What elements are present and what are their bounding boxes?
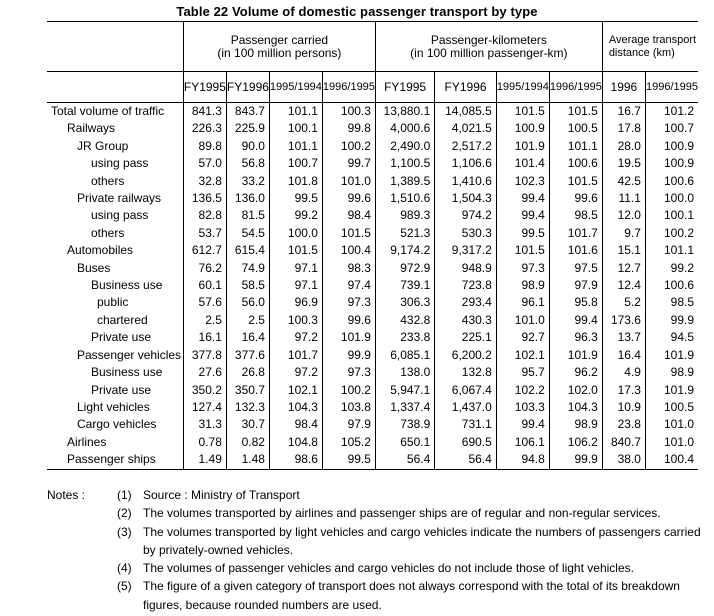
subhead: 1996/1995 xyxy=(322,72,375,103)
cell-value: 101.5 xyxy=(549,173,602,190)
table-row xyxy=(47,434,698,451)
row-label: using pass xyxy=(91,208,149,223)
cell-value: 1,337.4 xyxy=(375,399,434,416)
cell-value: 132.8 xyxy=(435,364,497,381)
cell-value: 99.4 xyxy=(496,207,549,224)
cell-value: 99.2 xyxy=(269,207,322,224)
table-row xyxy=(47,329,698,346)
table-row xyxy=(47,312,698,329)
cell-value: 104.3 xyxy=(549,399,602,416)
cell-value: 100.6 xyxy=(549,155,602,172)
note-text: The volumes transported by airlines and passenger ships are of regular and non-regular services. xyxy=(143,506,661,521)
cell-value: 99.9 xyxy=(322,347,375,364)
cell-value: 5,947.1 xyxy=(375,382,434,399)
corner-cell-2 xyxy=(47,72,183,103)
cell-value: 4,000.6 xyxy=(375,120,434,137)
cell-value: 54.5 xyxy=(226,225,269,242)
cell-value: 89.8 xyxy=(183,138,226,155)
corner-cell xyxy=(47,22,183,72)
cell-value: 350.2 xyxy=(183,382,226,399)
cell-value: 136.0 xyxy=(226,190,269,207)
cell-value: 16.7 xyxy=(602,103,645,121)
cell-value: 17.3 xyxy=(602,382,645,399)
cell-value: 100.6 xyxy=(645,277,698,294)
row-label: Cargo vehicles xyxy=(77,417,157,432)
cell-value: 99.7 xyxy=(322,155,375,172)
note-number: (1) xyxy=(117,488,132,502)
cell-value: 100.9 xyxy=(496,120,549,137)
cell-value: 100.2 xyxy=(322,138,375,155)
cell-value: 106.2 xyxy=(549,434,602,451)
cell-value: 81.5 xyxy=(226,207,269,224)
note-text: Source : Ministry of Transport xyxy=(143,488,300,502)
subhead: 1995/1994 xyxy=(496,72,549,103)
cell-value: 101.5 xyxy=(322,225,375,242)
cell-value: 101.0 xyxy=(645,434,698,451)
cell-value: 56.4 xyxy=(435,451,497,469)
row-label: using pass xyxy=(91,156,149,171)
cell-value: 97.3 xyxy=(496,260,549,277)
cell-value: 100.0 xyxy=(269,225,322,242)
cell-value: 11.1 xyxy=(602,190,645,207)
cell-value: 102.0 xyxy=(549,382,602,399)
cell-value: 98.4 xyxy=(322,207,375,224)
cell-value: 101.1 xyxy=(269,138,322,155)
cell-value: 1.48 xyxy=(226,451,269,469)
cell-value: 58.5 xyxy=(226,277,269,294)
cell-value: 100.3 xyxy=(269,312,322,329)
cell-value: 98.4 xyxy=(269,416,322,433)
cell-value: 95.8 xyxy=(549,294,602,311)
cell-value: 738.9 xyxy=(375,416,434,433)
cell-value: 101.5 xyxy=(549,103,602,121)
cell-value: 233.8 xyxy=(375,329,434,346)
row-label: Automobiles xyxy=(67,243,134,258)
table-row xyxy=(47,138,698,155)
cell-value: 103.3 xyxy=(496,399,549,416)
cell-value: 42.5 xyxy=(602,173,645,190)
cell-value: 96.3 xyxy=(549,329,602,346)
cell-value: 101.0 xyxy=(322,173,375,190)
cell-value: 38.0 xyxy=(602,451,645,469)
group-header-distance: Average transport distance (km) xyxy=(602,22,698,72)
row-label: public xyxy=(97,295,129,310)
cell-value: 26.8 xyxy=(226,364,269,381)
cell-value: 100.1 xyxy=(645,207,698,224)
cell-value: 101.9 xyxy=(645,382,698,399)
cell-value: 100.1 xyxy=(269,120,322,137)
table-row xyxy=(47,260,698,277)
cell-value: 97.1 xyxy=(269,277,322,294)
note-text: The volumes transported by light vehicles and cargo vehicles indicate the numbers of passengers carried by privately-owned vehicles. xyxy=(143,524,701,557)
cell-value: 1,510.6 xyxy=(375,190,434,207)
cell-value: 100.5 xyxy=(645,399,698,416)
cell-value: 974.2 xyxy=(435,207,497,224)
cell-value: 19.5 xyxy=(602,155,645,172)
cell-value: 101.9 xyxy=(496,138,549,155)
table-row xyxy=(47,364,698,381)
cell-value: 98.3 xyxy=(322,260,375,277)
cell-value: 4,021.5 xyxy=(435,120,497,137)
cell-value: 16.4 xyxy=(602,347,645,364)
cell-value: 132.3 xyxy=(226,399,269,416)
cell-value: 432.8 xyxy=(375,312,434,329)
cell-value: 28.0 xyxy=(602,138,645,155)
cell-value: 690.5 xyxy=(435,434,497,451)
table-row xyxy=(47,399,698,416)
cell-value: 101.0 xyxy=(645,416,698,433)
table-row xyxy=(47,225,698,242)
note-number: (5) xyxy=(117,579,132,594)
table-row xyxy=(47,416,698,433)
transport-table xyxy=(47,21,698,470)
cell-value: 101.0 xyxy=(496,312,549,329)
row-label: Airlines xyxy=(67,434,107,449)
cell-value: 2,490.0 xyxy=(375,138,434,155)
cell-value: 101.8 xyxy=(269,173,322,190)
cell-value: 841.3 xyxy=(183,103,226,121)
row-label: Private railways xyxy=(77,191,162,206)
table-row xyxy=(47,347,698,364)
table-row xyxy=(47,103,698,121)
cell-value: 10.9 xyxy=(602,399,645,416)
note-item xyxy=(47,523,707,560)
cell-value: 97.5 xyxy=(549,260,602,277)
cell-value: 97.3 xyxy=(322,364,375,381)
cell-value: 98.6 xyxy=(269,451,322,469)
cell-value: 31.3 xyxy=(183,416,226,433)
cell-value: 101.5 xyxy=(496,242,549,259)
cell-value: 377.8 xyxy=(183,347,226,364)
cell-value: 615.4 xyxy=(226,242,269,259)
cell-value: 97.3 xyxy=(322,294,375,311)
row-label: Passenger ships xyxy=(47,451,183,469)
cell-value: 99.5 xyxy=(269,190,322,207)
cell-value: 60.1 xyxy=(183,277,226,294)
note-item xyxy=(47,577,707,614)
cell-value: 101.9 xyxy=(322,329,375,346)
cell-value: 377.6 xyxy=(226,347,269,364)
cell-value: 0.82 xyxy=(226,434,269,451)
cell-value: 99.8 xyxy=(322,120,375,137)
cell-value: 2.5 xyxy=(183,312,226,329)
cell-value: 530.3 xyxy=(435,225,497,242)
cell-value: 99.9 xyxy=(549,451,602,469)
table-row xyxy=(47,190,698,207)
cell-value: 731.1 xyxy=(435,416,497,433)
cell-value: 99.5 xyxy=(496,225,549,242)
row-label: Private use xyxy=(91,330,152,345)
note-item xyxy=(47,486,707,504)
cell-value: 0.78 xyxy=(183,434,226,451)
row-label: Light vehicles xyxy=(77,399,150,414)
row-label: Private use xyxy=(91,382,152,397)
cell-value: 100.7 xyxy=(269,155,322,172)
note-text: The figure of a given category of transport does not always correspond with the total of its breakdown figures, because rounded numbers are used. xyxy=(143,579,680,612)
cell-value: 101.5 xyxy=(269,242,322,259)
cell-value: 12.7 xyxy=(602,260,645,277)
subhead: FY1995 xyxy=(375,72,434,103)
table-row xyxy=(47,451,698,469)
cell-value: 105.2 xyxy=(322,434,375,451)
cell-value: 14,085.5 xyxy=(435,103,497,121)
cell-value: 103.8 xyxy=(322,399,375,416)
cell-value: 100.6 xyxy=(645,173,698,190)
cell-value: 350.7 xyxy=(226,382,269,399)
note-text: The volumes of passenger vehicles and cargo vehicles do not include those of light vehicles. xyxy=(143,561,634,576)
row-label: Business use xyxy=(91,278,163,293)
cell-value: 101.5 xyxy=(496,103,549,121)
cell-value: 16.1 xyxy=(183,329,226,346)
cell-value: 100.7 xyxy=(645,120,698,137)
cell-value: 56.4 xyxy=(375,451,434,469)
note-item xyxy=(47,504,707,522)
cell-value: 226.3 xyxy=(183,120,226,137)
cell-value: 4.9 xyxy=(602,364,645,381)
cell-value: 100.2 xyxy=(645,225,698,242)
row-label: Passenger vehicles xyxy=(77,347,182,362)
subhead: FY1996 xyxy=(226,72,269,103)
cell-value: 989.3 xyxy=(375,207,434,224)
cell-value: 1,437.0 xyxy=(435,399,497,416)
cell-value: 100.4 xyxy=(645,451,698,469)
cell-value: 99.4 xyxy=(496,416,549,433)
cell-value: 97.2 xyxy=(269,329,322,346)
row-label: others xyxy=(91,173,125,188)
subhead: 1996 xyxy=(602,72,645,103)
row-label: Business use xyxy=(91,365,163,380)
subhead: 1996/1995 xyxy=(549,72,602,103)
cell-value: 57.6 xyxy=(183,294,226,311)
cell-value: 98.9 xyxy=(645,364,698,381)
table-row xyxy=(47,207,698,224)
cell-value: 101.2 xyxy=(645,103,698,121)
cell-value: 972.9 xyxy=(375,260,434,277)
cell-value: 53.7 xyxy=(183,225,226,242)
cell-value: 15.1 xyxy=(602,242,645,259)
cell-value: 99.6 xyxy=(549,190,602,207)
cell-value: 16.4 xyxy=(226,329,269,346)
cell-value: 650.1 xyxy=(375,434,434,451)
cell-value: 99.6 xyxy=(322,190,375,207)
cell-value: 56.0 xyxy=(226,294,269,311)
cell-value: 101.1 xyxy=(269,103,322,121)
cell-value: 57.0 xyxy=(183,155,226,172)
row-label: Buses xyxy=(77,260,111,275)
cell-value: 173.6 xyxy=(602,312,645,329)
cell-value: 1,106.6 xyxy=(435,155,497,172)
cell-value: 306.3 xyxy=(375,294,434,311)
cell-value: 2.5 xyxy=(226,312,269,329)
cell-value: 138.0 xyxy=(375,364,434,381)
table-row xyxy=(47,382,698,399)
cell-value: 6,085.1 xyxy=(375,347,434,364)
cell-value: 32.8 xyxy=(183,173,226,190)
group-header-passenger-km: Passenger-kilometers (in 100 million passenger-km) xyxy=(375,22,602,72)
cell-value: 136.5 xyxy=(183,190,226,207)
cell-value: 9,174.2 xyxy=(375,242,434,259)
cell-value: 100.9 xyxy=(645,138,698,155)
cell-value: 104.3 xyxy=(269,399,322,416)
cell-value: 99.5 xyxy=(322,451,375,469)
cell-value: 17.8 xyxy=(602,120,645,137)
cell-value: 101.4 xyxy=(496,155,549,172)
cell-value: 97.9 xyxy=(322,416,375,433)
cell-value: 1,100.5 xyxy=(375,155,434,172)
cell-value: 1.49 xyxy=(183,451,226,469)
cell-value: 5.2 xyxy=(602,294,645,311)
cell-value: 225.1 xyxy=(435,329,497,346)
cell-value: 100.2 xyxy=(322,382,375,399)
cell-value: 23.8 xyxy=(602,416,645,433)
cell-value: 99.6 xyxy=(322,312,375,329)
cell-value: 100.3 xyxy=(322,103,375,121)
cell-value: 101.9 xyxy=(549,347,602,364)
cell-value: 102.1 xyxy=(269,382,322,399)
cell-value: 13,880.1 xyxy=(375,103,434,121)
cell-value: 101.1 xyxy=(645,242,698,259)
cell-value: 33.2 xyxy=(226,173,269,190)
row-label: Total volume of traffic xyxy=(51,104,165,118)
subhead: 1996/1995 xyxy=(645,72,698,103)
cell-value: 840.7 xyxy=(602,434,645,451)
cell-value: 94.5 xyxy=(645,329,698,346)
cell-value: 92.7 xyxy=(496,329,549,346)
note-number: (4) xyxy=(117,561,132,576)
table-row xyxy=(47,173,698,190)
cell-value: 13.7 xyxy=(602,329,645,346)
cell-value: 98.9 xyxy=(549,416,602,433)
cell-value: 9.7 xyxy=(602,225,645,242)
cell-value: 96.9 xyxy=(269,294,322,311)
cell-value: 98.5 xyxy=(549,207,602,224)
note-number: (3) xyxy=(117,524,132,539)
cell-value: 99.4 xyxy=(549,312,602,329)
cell-value: 9,317.2 xyxy=(435,242,497,259)
cell-value: 430.3 xyxy=(435,312,497,329)
table-row xyxy=(47,294,698,311)
cell-value: 101.7 xyxy=(549,225,602,242)
subhead: FY1996 xyxy=(435,72,497,103)
cell-value: 739.1 xyxy=(375,277,434,294)
row-label: Railways xyxy=(67,121,116,136)
cell-value: 100.9 xyxy=(645,155,698,172)
row-label: JR Group xyxy=(77,138,129,153)
cell-value: 96.2 xyxy=(549,364,602,381)
cell-value: 95.7 xyxy=(496,364,549,381)
subhead: 1995/1994 xyxy=(269,72,322,103)
cell-value: 96.1 xyxy=(496,294,549,311)
cell-value: 74.9 xyxy=(226,260,269,277)
cell-value: 82.8 xyxy=(183,207,226,224)
row-label: chartered xyxy=(97,312,148,327)
cell-value: 97.1 xyxy=(269,260,322,277)
cell-value: 12.0 xyxy=(602,207,645,224)
cell-value: 99.2 xyxy=(645,260,698,277)
cell-value: 100.0 xyxy=(645,190,698,207)
cell-value: 101.9 xyxy=(645,347,698,364)
cell-value: 102.3 xyxy=(496,173,549,190)
cell-value: 99.9 xyxy=(645,312,698,329)
cell-value: 1,504.3 xyxy=(435,190,497,207)
group-header-row xyxy=(47,22,698,72)
cell-value: 97.9 xyxy=(549,277,602,294)
table-row xyxy=(47,120,698,137)
cell-value: 612.7 xyxy=(183,242,226,259)
cell-value: 100.4 xyxy=(322,242,375,259)
cell-value: 1,389.5 xyxy=(375,173,434,190)
cell-value: 90.0 xyxy=(226,138,269,155)
notes-section xyxy=(47,486,707,614)
cell-value: 127.4 xyxy=(183,399,226,416)
cell-value: 948.9 xyxy=(435,260,497,277)
cell-value: 97.4 xyxy=(322,277,375,294)
subhead: FY1995 xyxy=(183,72,226,103)
cell-value: 843.7 xyxy=(226,103,269,121)
cell-value: 723.8 xyxy=(435,277,497,294)
cell-value: 6,200.2 xyxy=(435,347,497,364)
cell-value: 76.2 xyxy=(183,260,226,277)
notes-prefix: Notes : xyxy=(47,488,86,502)
group-header-passengers: Passenger carried (in 100 million persons) xyxy=(183,22,375,72)
cell-value: 98.5 xyxy=(645,294,698,311)
note-number: (2) xyxy=(117,506,132,521)
cell-value: 100.5 xyxy=(549,120,602,137)
table-row xyxy=(47,242,698,259)
row-label: others xyxy=(91,225,125,240)
cell-value: 225.9 xyxy=(226,120,269,137)
cell-value: 106.1 xyxy=(496,434,549,451)
cell-value: 1,410.6 xyxy=(435,173,497,190)
table-row xyxy=(47,277,698,294)
subheader-row xyxy=(47,72,698,103)
cell-value: 102.2 xyxy=(496,382,549,399)
cell-value: 521.3 xyxy=(375,225,434,242)
table-title: Table 22 Volume of domestic passenger transport by type xyxy=(176,4,538,19)
cell-value: 104.8 xyxy=(269,434,322,451)
cell-value: 101.6 xyxy=(549,242,602,259)
cell-value: 99.4 xyxy=(496,190,549,207)
cell-value: 98.9 xyxy=(496,277,549,294)
cell-value: 97.2 xyxy=(269,364,322,381)
cell-value: 12.4 xyxy=(602,277,645,294)
cell-value: 101.1 xyxy=(549,138,602,155)
cell-value: 293.4 xyxy=(435,294,497,311)
cell-value: 6,067.4 xyxy=(435,382,497,399)
cell-value: 30.7 xyxy=(226,416,269,433)
cell-value: 101.7 xyxy=(269,347,322,364)
cell-value: 27.6 xyxy=(183,364,226,381)
cell-value: 56.8 xyxy=(226,155,269,172)
cell-value: 94.8 xyxy=(496,451,549,469)
table-row xyxy=(47,155,698,172)
note-item xyxy=(47,559,707,577)
cell-value: 2,517.2 xyxy=(435,138,497,155)
cell-value: 102.1 xyxy=(496,347,549,364)
